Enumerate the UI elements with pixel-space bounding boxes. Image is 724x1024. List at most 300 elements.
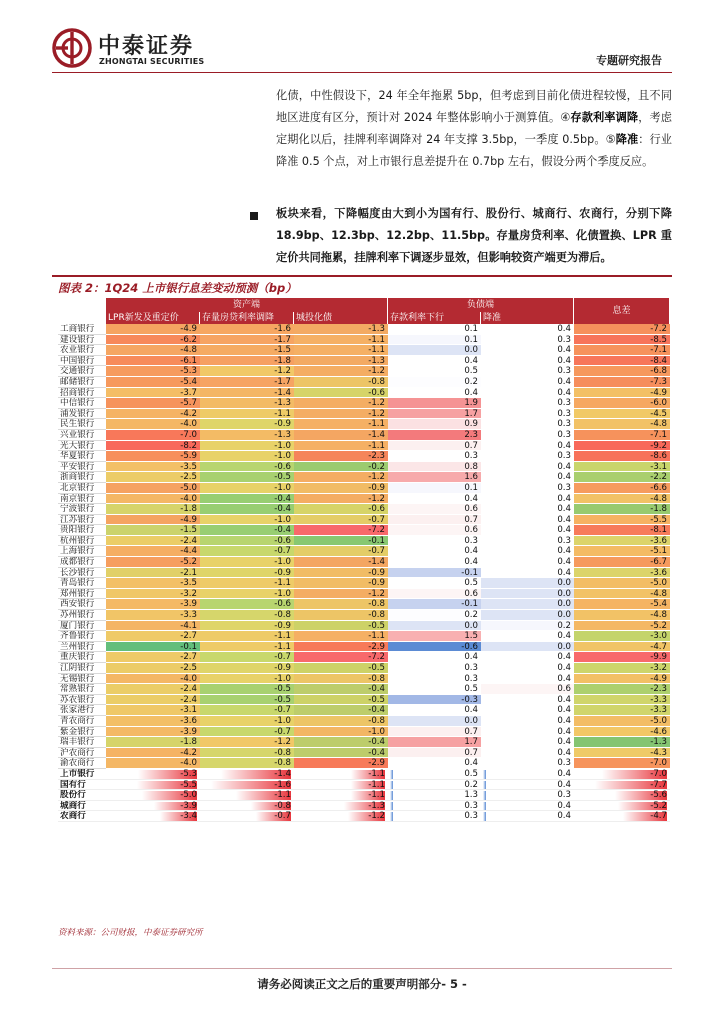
mortgage-cell: -1.0 <box>200 557 294 568</box>
nim-cell: -4.8 <box>574 610 670 621</box>
bank-name-cell: 华夏银行 <box>58 451 106 462</box>
bank-name-cell: 宁波银行 <box>58 504 106 515</box>
bank-name-cell: 齐鲁银行 <box>58 631 106 642</box>
debt-swap-cell: -2.9 <box>294 642 388 653</box>
lpr-cell: -4.0 <box>106 674 200 685</box>
bank-name-cell: 长沙银行 <box>58 568 106 579</box>
mortgage-cell: -1.7 <box>200 335 294 346</box>
footer-disclaimer <box>0 976 724 992</box>
debt-swap-cell: -0.9 <box>294 568 388 579</box>
rrr-cell: 0.3 <box>481 398 574 409</box>
nim-cell: -4.9 <box>574 388 670 399</box>
agg-value: 0.3 <box>557 790 571 801</box>
debt-swap-agg-cell <box>294 801 388 812</box>
lpr-cell: -5.9 <box>106 451 200 462</box>
header-liability-group: 负债端 <box>388 298 574 312</box>
mortgage-cell: -0.7 <box>200 546 294 557</box>
lpr-cell: -7.0 <box>106 430 200 441</box>
debt-swap-cell: -1.1 <box>294 335 388 346</box>
bank-name-cell: 江苏银行 <box>58 515 106 526</box>
deposit-rate-cell: 0.5 <box>388 366 481 377</box>
nim-cell: -8.4 <box>574 356 670 367</box>
lpr-cell: -5.4 <box>106 377 200 388</box>
lpr-agg-cell <box>106 790 200 801</box>
rrr-cell: 0.4 <box>481 727 574 738</box>
table-row <box>58 621 670 632</box>
nim-cell: -1.8 <box>574 504 670 515</box>
lpr-cell: -5.7 <box>106 398 200 409</box>
deposit-rate-cell: 0.4 <box>388 705 481 716</box>
debt-swap-agg-cell <box>294 769 388 780</box>
table-row <box>58 663 670 674</box>
debt-swap-cell: -1.2 <box>294 366 388 377</box>
table-row <box>58 631 670 642</box>
table-row <box>58 483 670 494</box>
lpr-agg-cell <box>106 801 200 812</box>
debt-swap-cell: -0.5 <box>294 621 388 632</box>
rrr-cell: 0.4 <box>481 324 574 335</box>
data-bar-axis <box>483 812 486 821</box>
data-bar-axis <box>390 770 393 779</box>
table-row <box>58 684 670 695</box>
agg-value: -0.7 <box>274 811 291 822</box>
table-row <box>58 737 670 748</box>
rrr-cell: 0.4 <box>481 356 574 367</box>
nim-cell: -6.8 <box>574 366 670 377</box>
rrr-cell: 0.3 <box>481 758 574 769</box>
header-blank-2 <box>58 312 106 324</box>
header-lpr: LPR新发及重定价 <box>106 312 200 324</box>
bank-name-cell: 平安银行 <box>58 462 106 473</box>
p1-text-a: 化债，中性假设下，24 年全年拖累 5bp，但考虑到目前化债进程较慢，且不同地区进度有区分，预计对 2024 年整体影响小于测算值。④ <box>276 89 672 124</box>
lpr-cell: -4.9 <box>106 324 200 335</box>
debt-swap-cell: -1.1 <box>294 441 388 452</box>
lpr-cell: -2.4 <box>106 684 200 695</box>
nim-cell: -4.9 <box>574 674 670 685</box>
aggregate-row <box>58 769 670 780</box>
agg-value: -4.7 <box>650 811 667 822</box>
group-name-cell: 农商行 <box>58 811 106 822</box>
bank-name-cell: 渝农商行 <box>58 758 106 769</box>
nim-cell: -5.2 <box>574 621 670 632</box>
p1-text-e: ：行业降准 0.5 个点，对上市银行息差提升在 0.7bp 左右，假设分两个季度反应。 <box>276 133 672 168</box>
table-row <box>58 441 670 452</box>
mortgage-cell: -0.8 <box>200 758 294 769</box>
table-row <box>58 568 670 579</box>
mortgage-cell: -1.0 <box>200 483 294 494</box>
zhongtai-logo-icon <box>52 28 92 68</box>
deposit-rate-cell: 0.2 <box>388 377 481 388</box>
mortgage-cell: -1.4 <box>200 388 294 399</box>
rrr-cell: 0.3 <box>481 419 574 430</box>
data-bar-axis <box>483 791 486 800</box>
rrr-cell: 0.3 <box>481 366 574 377</box>
lpr-cell: -4.2 <box>106 409 200 420</box>
agg-value: 0.4 <box>557 768 571 779</box>
lpr-cell: -3.1 <box>106 705 200 716</box>
aggregate-row <box>58 801 670 812</box>
table-row <box>58 345 670 356</box>
mortgage-cell: -0.9 <box>200 621 294 632</box>
rrr-cell: 0.4 <box>481 525 574 536</box>
rrr-cell: 0.4 <box>481 441 574 452</box>
deposit-rate-agg-cell <box>388 811 481 822</box>
nim-cell: -4.8 <box>574 589 670 600</box>
rrr-cell: 0.6 <box>481 684 574 695</box>
rrr-cell: 0.4 <box>481 737 574 748</box>
deposit-rate-cell: 1.6 <box>388 472 481 483</box>
p1-bold-deposit: 存款利率调降 <box>570 111 639 124</box>
bank-name-cell: 厦门银行 <box>58 621 106 632</box>
table-row <box>58 366 670 377</box>
bank-name-cell: 南京银行 <box>58 494 106 505</box>
lpr-cell: -5.3 <box>106 366 200 377</box>
agg-value: -1.4 <box>274 768 291 779</box>
rrr-agg-cell <box>481 790 574 801</box>
bank-name-cell: 兰州银行 <box>58 642 106 653</box>
deposit-rate-cell: 0.6 <box>388 504 481 515</box>
lpr-cell: -2.4 <box>106 695 200 706</box>
bank-name-cell: 民生银行 <box>58 419 106 430</box>
nim-cell: -8.1 <box>574 525 670 536</box>
rrr-cell: 0.4 <box>481 345 574 356</box>
table-row <box>58 652 670 663</box>
table-row <box>58 472 670 483</box>
data-source: 资料来源：公司财报，中泰证券研究所 <box>58 928 203 938</box>
deposit-rate-cell: 1.5 <box>388 631 481 642</box>
lpr-agg-cell <box>106 811 200 822</box>
rrr-cell: 0.4 <box>481 663 574 674</box>
deposit-rate-cell: 0.0 <box>388 621 481 632</box>
debt-swap-cell: -1.2 <box>294 472 388 483</box>
rrr-cell: 0.2 <box>481 621 574 632</box>
rrr-cell: 0.4 <box>481 748 574 759</box>
bank-name-cell: 交通银行 <box>58 366 106 377</box>
header-debt-swap: 城投化债 <box>294 312 388 324</box>
bank-name-cell: 苏州银行 <box>58 610 106 621</box>
table-row <box>58 356 670 367</box>
rrr-cell: 0.4 <box>481 504 574 515</box>
lpr-cell: -6.2 <box>106 335 200 346</box>
debt-swap-cell: -0.1 <box>294 536 388 547</box>
table-caption: 图表 2：1Q24 上市银行息差变动预测（bp） <box>58 281 297 295</box>
rrr-cell: 0.4 <box>481 377 574 388</box>
data-bar-axis <box>483 781 486 790</box>
nim-agg-cell <box>574 780 670 791</box>
nim-agg-cell <box>574 769 670 780</box>
rrr-cell: 0.4 <box>481 515 574 526</box>
nim-cell: -1.3 <box>574 737 670 748</box>
debt-swap-cell: -1.2 <box>294 494 388 505</box>
debt-swap-agg-cell <box>294 790 388 801</box>
lpr-cell: -3.5 <box>106 462 200 473</box>
debt-swap-cell: -1.3 <box>294 324 388 335</box>
bank-name-cell: 沪农商行 <box>58 748 106 759</box>
debt-swap-cell: -0.6 <box>294 388 388 399</box>
group-name-cell: 国有行 <box>58 780 106 791</box>
debt-swap-agg-cell <box>294 780 388 791</box>
deposit-rate-cell: -0.6 <box>388 642 481 653</box>
lpr-cell: -4.4 <box>106 546 200 557</box>
nim-cell: -6.0 <box>574 398 670 409</box>
deposit-rate-cell: 0.7 <box>388 515 481 526</box>
rrr-cell: 0.4 <box>481 388 574 399</box>
nim-cell: -9.9 <box>574 652 670 663</box>
mortgage-agg-cell <box>200 801 294 812</box>
table-row <box>58 599 670 610</box>
rrr-cell: 0.4 <box>481 716 574 727</box>
debt-swap-cell: -0.6 <box>294 504 388 515</box>
group-name-cell: 城商行 <box>58 801 106 812</box>
aggregate-row <box>58 780 670 791</box>
table-row <box>58 536 670 547</box>
mortgage-cell: -1.8 <box>200 356 294 367</box>
deposit-rate-cell: 1.7 <box>388 737 481 748</box>
bank-name-cell: 工商银行 <box>58 324 106 335</box>
nim-cell: -8.5 <box>574 335 670 346</box>
nim-cell: -7.3 <box>574 377 670 388</box>
rrr-cell: 0.3 <box>481 451 574 462</box>
debt-swap-cell: -0.8 <box>294 377 388 388</box>
agg-value: -1.6 <box>274 779 291 790</box>
deposit-rate-agg-cell <box>388 769 481 780</box>
lpr-cell: -2.4 <box>106 536 200 547</box>
rrr-cell: 0.4 <box>481 568 574 579</box>
rrr-cell: 0.0 <box>481 642 574 653</box>
rrr-cell: 0.3 <box>481 430 574 441</box>
header-mortgage: 存量房贷利率调降 <box>200 312 294 324</box>
debt-swap-cell: -1.0 <box>294 727 388 738</box>
table-row <box>58 388 670 399</box>
bullet-square-icon <box>250 212 258 220</box>
nim-cell: -3.6 <box>574 536 670 547</box>
nim-cell: -8.6 <box>574 451 670 462</box>
bank-name-cell: 无锡银行 <box>58 674 106 685</box>
deposit-rate-agg-cell <box>388 801 481 812</box>
agg-value: 1.3 <box>464 790 478 801</box>
debt-swap-cell: -7.2 <box>294 525 388 536</box>
mortgage-cell: -0.9 <box>200 663 294 674</box>
agg-value: -1.1 <box>368 779 385 790</box>
rrr-cell: 0.4 <box>481 546 574 557</box>
nim-cell: -7.0 <box>574 758 670 769</box>
rrr-cell: 0.4 <box>481 631 574 642</box>
nim-cell: -3.0 <box>574 631 670 642</box>
deposit-rate-cell: 0.4 <box>388 356 481 367</box>
lpr-cell: -5.2 <box>106 557 200 568</box>
lpr-cell: -2.5 <box>106 472 200 483</box>
deposit-rate-cell: 0.9 <box>388 419 481 430</box>
nim-cell: -6.6 <box>574 483 670 494</box>
table-row <box>58 335 670 346</box>
lpr-agg-cell <box>106 769 200 780</box>
nim-cell: -4.8 <box>574 494 670 505</box>
agg-value: -3.4 <box>180 811 197 822</box>
deposit-rate-cell: 0.5 <box>388 684 481 695</box>
lpr-cell: -0.1 <box>106 642 200 653</box>
bank-name-cell: 常熟银行 <box>58 684 106 695</box>
deposit-rate-cell: 0.7 <box>388 748 481 759</box>
mortgage-cell: -0.8 <box>200 748 294 759</box>
rrr-cell: 0.4 <box>481 557 574 568</box>
group-name-cell: 股份行 <box>58 790 106 801</box>
mortgage-cell: -0.9 <box>200 568 294 579</box>
mortgage-cell: -1.5 <box>200 345 294 356</box>
rrr-cell: 0.4 <box>481 695 574 706</box>
table-row <box>58 546 670 557</box>
agg-value: 0.3 <box>464 811 478 822</box>
bank-name-cell: 招商银行 <box>58 388 106 399</box>
deposit-rate-cell: 2.3 <box>388 430 481 441</box>
nim-cell: -2.3 <box>574 684 670 695</box>
mortgage-cell: -1.0 <box>200 441 294 452</box>
nim-cell: -3.2 <box>574 663 670 674</box>
mortgage-cell: -0.5 <box>200 472 294 483</box>
bank-name-cell: 郑州银行 <box>58 589 106 600</box>
agg-value: -5.0 <box>180 790 197 801</box>
deposit-rate-cell: 0.6 <box>388 589 481 600</box>
debt-swap-cell: -1.1 <box>294 419 388 430</box>
mortgage-cell: -1.2 <box>200 366 294 377</box>
lpr-cell: -4.1 <box>106 621 200 632</box>
header-rrr: 降准 <box>481 312 574 324</box>
lpr-cell: -1.8 <box>106 504 200 515</box>
data-bar-axis <box>483 802 486 811</box>
mortgage-cell: -1.0 <box>200 589 294 600</box>
lpr-cell: -3.9 <box>106 727 200 738</box>
debt-swap-agg-cell <box>294 811 388 822</box>
lpr-cell: -3.9 <box>106 599 200 610</box>
nim-cell: -3.3 <box>574 705 670 716</box>
lpr-cell: -2.5 <box>106 663 200 674</box>
page-number: - 5 - <box>441 977 467 991</box>
deposit-rate-cell: 0.4 <box>388 652 481 663</box>
nim-cell: -5.1 <box>574 546 670 557</box>
deposit-rate-cell: 0.4 <box>388 494 481 505</box>
nim-agg-cell <box>574 801 670 812</box>
agg-value: -7.0 <box>650 768 667 779</box>
table-row <box>58 610 670 621</box>
deposit-rate-cell: -0.1 <box>388 599 481 610</box>
footer-divider <box>52 968 672 969</box>
nim-cell: -2.2 <box>574 472 670 483</box>
table-header-column-row <box>58 312 670 324</box>
deposit-rate-cell: 0.2 <box>388 610 481 621</box>
bank-name-cell: 苏农银行 <box>58 695 106 706</box>
bank-name-cell: 张家港行 <box>58 705 106 716</box>
deposit-rate-agg-cell <box>388 790 481 801</box>
rrr-agg-cell <box>481 769 574 780</box>
lpr-cell: -4.8 <box>106 345 200 356</box>
agg-value: 0.4 <box>557 779 571 790</box>
header-blank <box>58 298 106 312</box>
rrr-cell: 0.0 <box>481 610 574 621</box>
deposit-rate-cell: -0.1 <box>388 568 481 579</box>
agg-value: 0.2 <box>464 779 478 790</box>
footer-text: 请务必阅读正文之后的重要声明部分 <box>257 977 442 991</box>
nim-cell: -7.1 <box>574 345 670 356</box>
debt-swap-cell: -0.8 <box>294 610 388 621</box>
deposit-rate-agg-cell <box>388 780 481 791</box>
table-row <box>58 716 670 727</box>
debt-swap-cell: -0.8 <box>294 716 388 727</box>
bank-name-cell: 杭州银行 <box>58 536 106 547</box>
mortgage-cell: -1.6 <box>200 324 294 335</box>
debt-swap-cell: -1.1 <box>294 631 388 642</box>
aggregate-row <box>58 790 670 801</box>
deposit-rate-cell: 0.4 <box>388 388 481 399</box>
bank-name-cell: 北京银行 <box>58 483 106 494</box>
lpr-cell: -4.0 <box>106 419 200 430</box>
mortgage-cell: -1.7 <box>200 377 294 388</box>
mortgage-cell: -0.4 <box>200 525 294 536</box>
deposit-rate-cell: 0.7 <box>388 727 481 738</box>
agg-value: -5.5 <box>180 779 197 790</box>
table-row <box>58 419 670 430</box>
deposit-rate-cell: 0.3 <box>388 451 481 462</box>
table-row <box>58 525 670 536</box>
mortgage-cell: -1.3 <box>200 430 294 441</box>
table-row <box>58 642 670 653</box>
lpr-cell: -3.3 <box>106 610 200 621</box>
deposit-rate-cell: 0.7 <box>388 441 481 452</box>
debt-swap-cell: -1.3 <box>294 356 388 367</box>
lpr-cell: -4.0 <box>106 758 200 769</box>
bank-name-cell: 西安银行 <box>58 599 106 610</box>
deposit-rate-cell: 0.1 <box>388 483 481 494</box>
logo-en-text: ZHONGTAI SECURITIES <box>99 57 205 66</box>
p1-bold-rrr: 降准 <box>615 133 639 146</box>
lpr-cell: -8.2 <box>106 441 200 452</box>
mortgage-cell: -0.7 <box>200 727 294 738</box>
table-row <box>58 451 670 462</box>
deposit-rate-cell: 0.3 <box>388 536 481 547</box>
table-row <box>58 462 670 473</box>
debt-swap-cell: -0.8 <box>294 674 388 685</box>
debt-swap-cell: -0.9 <box>294 578 388 589</box>
agg-value: 0.5 <box>464 768 478 779</box>
header-deposit-rate: 存款利率下行 <box>388 312 481 324</box>
table-row <box>58 557 670 568</box>
agg-value: -5.3 <box>180 768 197 779</box>
caption-divider <box>52 275 672 277</box>
debt-swap-cell: -0.4 <box>294 748 388 759</box>
nim-cell: -5.4 <box>574 599 670 610</box>
mortgage-cell: -1.0 <box>200 674 294 685</box>
nim-cell: -4.5 <box>574 409 670 420</box>
mortgage-cell: -0.6 <box>200 599 294 610</box>
bank-name-cell: 农业银行 <box>58 345 106 356</box>
lpr-cell: -3.5 <box>106 578 200 589</box>
bank-name-cell: 上海银行 <box>58 546 106 557</box>
rrr-agg-cell <box>481 780 574 791</box>
nim-cell: -3.3 <box>574 695 670 706</box>
agg-value: -1.1 <box>274 790 291 801</box>
agg-value: -7.7 <box>650 779 667 790</box>
lpr-cell: -4.9 <box>106 515 200 526</box>
mortgage-cell: -0.6 <box>200 536 294 547</box>
lpr-cell: -2.7 <box>106 631 200 642</box>
table-row <box>58 430 670 441</box>
bank-name-cell: 青岛银行 <box>58 578 106 589</box>
lpr-cell: -2.1 <box>106 568 200 579</box>
bank-name-cell: 贵阳银行 <box>58 525 106 536</box>
mortgage-cell: -0.7 <box>200 705 294 716</box>
debt-swap-cell: -7.2 <box>294 652 388 663</box>
deposit-rate-cell: 0.1 <box>388 324 481 335</box>
p1-text-c: ，考虑定期化以后，挂牌利率调降对 24 年支撑 3.5bp，一季度 0.5bp。⑤ <box>276 111 672 146</box>
bank-name-cell: 紫金银行 <box>58 727 106 738</box>
